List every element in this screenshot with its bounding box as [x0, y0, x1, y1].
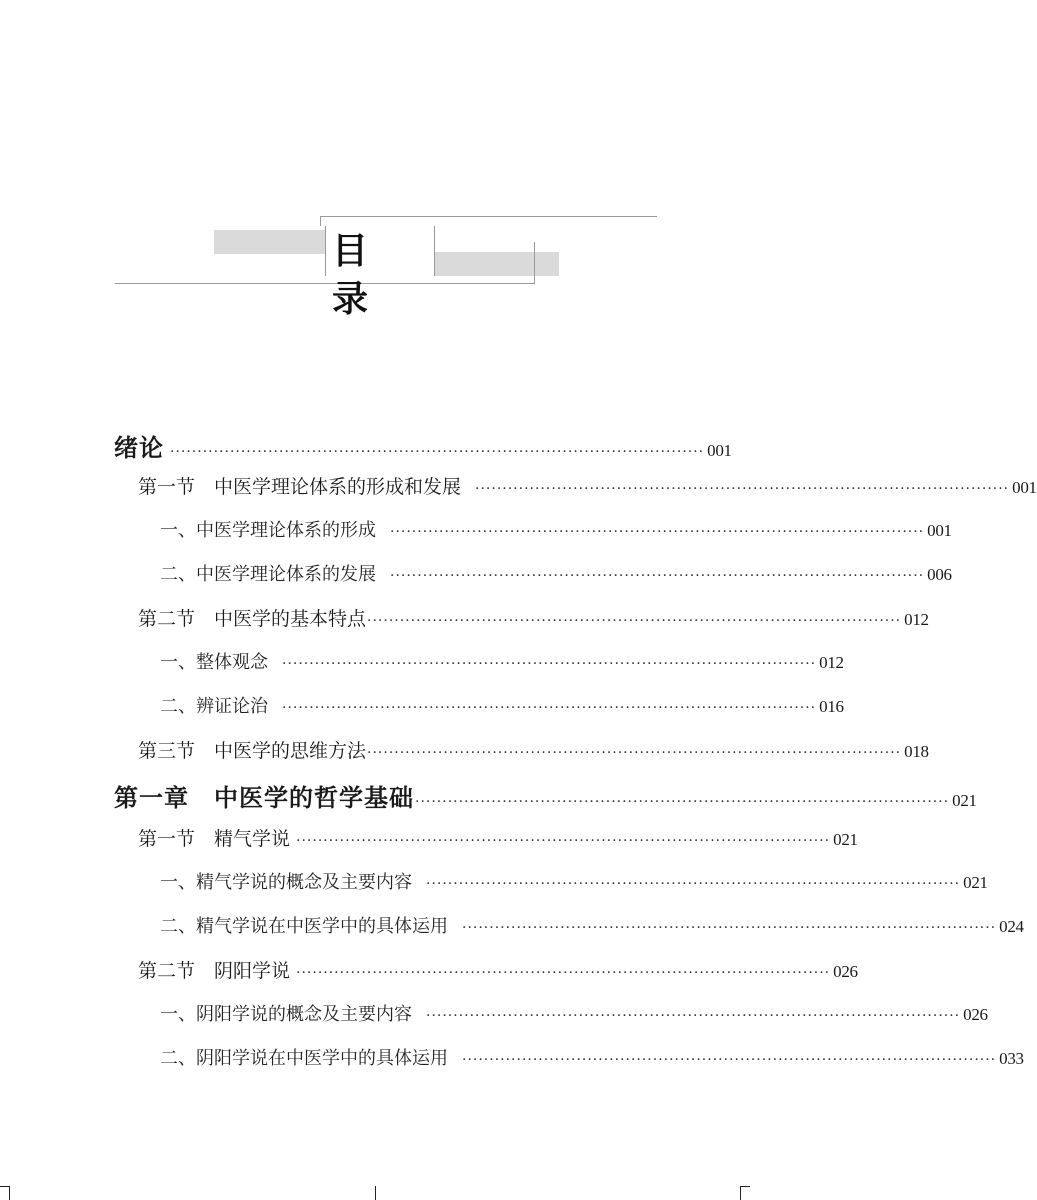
toc-entry[interactable] [160, 868, 988, 894]
toc-entry-label: 第一节 中医学理论体系的形成和发展 [138, 476, 462, 498]
dot-leader: ·································································································· [390, 568, 925, 584]
toc-entry-label: 二、中医学理论体系的发展 [160, 564, 376, 585]
crop-mark-center [375, 1186, 376, 1200]
dot-leader: ·································································································· [426, 1008, 961, 1024]
dot-leader: ·································································································· [415, 794, 950, 810]
toc-entry[interactable] [160, 692, 844, 718]
toc-entry[interactable] [160, 560, 952, 586]
toc-page-number: 018 [904, 742, 929, 761]
toc-page-number: 021 [952, 791, 977, 810]
toc-entry[interactable] [160, 912, 1024, 938]
toc-entry[interactable] [138, 736, 929, 763]
toc-entry-label: 第二节 阴阳学说 [138, 960, 291, 982]
dot-leader: ·································································································· [462, 920, 997, 936]
toc-page-number: 021 [833, 830, 858, 849]
dot-leader: ·································································································· [426, 876, 961, 892]
toc-entry[interactable] [114, 428, 732, 463]
toc-page-number: 001 [707, 441, 732, 460]
crop-mark-right [740, 1186, 750, 1187]
toc-entry[interactable] [160, 1044, 1024, 1070]
toc-entry[interactable] [138, 824, 858, 851]
dot-leader: ·································································································· [282, 656, 817, 672]
toc-entry-label: 第二节 中医学的基本特点 [138, 608, 367, 630]
dot-leader: ·································································································· [390, 524, 925, 540]
toc-page-number: 033 [999, 1049, 1024, 1068]
title-block [0, 0, 750, 320]
dot-leader: ·································································································· [367, 613, 902, 629]
toc-entry-label: 一、整体观念 [160, 652, 268, 673]
dot-leader: ·································································································· [170, 444, 705, 460]
title-shade-left [214, 230, 326, 254]
title-rule-bottom-stem [534, 242, 535, 284]
dot-leader: ·································································································· [296, 965, 831, 981]
title-shade-right [433, 252, 559, 276]
toc-entry-label: 第一节 精气学说 [138, 828, 291, 850]
toc-entry-label: 第一章 中医学的哲学基础 [114, 783, 414, 812]
toc-entry[interactable] [160, 648, 844, 674]
toc-entry-label: 一、精气学说的概念及主要内容 [160, 872, 412, 893]
title-rule-top-stem [320, 216, 321, 226]
toc-page-number: 026 [963, 1005, 988, 1024]
dot-leader: ·································································································· [475, 481, 1010, 497]
dot-leader: ·································································································· [462, 1052, 997, 1068]
toc-entry-label: 二、辨证论治 [160, 696, 268, 717]
dot-leader: ·································································································· [282, 700, 817, 716]
page-title: 目 录 [332, 231, 395, 320]
toc-entry[interactable] [160, 1000, 988, 1026]
toc-entry-label: 第三节 中医学的思维方法 [138, 740, 367, 762]
toc-entry[interactable] [114, 778, 977, 813]
toc-page-number: 021 [963, 873, 988, 892]
toc-entry[interactable] [138, 956, 858, 983]
toc-entry-label: 二、精气学说在中医学中的具体运用 [160, 916, 448, 937]
toc-entry-label: 绪论 [114, 433, 164, 462]
crop-mark-left-vertical [9, 1186, 10, 1200]
toc-entry[interactable] [160, 516, 952, 542]
toc-entry-label: 二、阴阳学说在中医学中的具体运用 [160, 1048, 448, 1069]
toc-entry[interactable] [138, 604, 929, 631]
toc-page-number: 001 [927, 521, 952, 540]
dot-leader: ·································································································· [367, 745, 902, 761]
toc-page-number: 026 [833, 962, 858, 981]
toc-page-number: 012 [819, 653, 844, 672]
toc-page-number: 016 [819, 697, 844, 716]
crop-mark-right-vertical [740, 1186, 741, 1200]
title-rule-top [320, 216, 657, 217]
toc-entry-label: 一、阴阳学说的概念及主要内容 [160, 1004, 412, 1025]
toc-entry-label: 一、中医学理论体系的形成 [160, 520, 376, 541]
toc-page-number: 024 [999, 917, 1024, 936]
toc-page-number: 012 [904, 610, 929, 629]
toc-entry[interactable] [138, 472, 1037, 499]
title-rule-bottom [115, 283, 535, 284]
toc-page-number: 006 [927, 565, 952, 584]
toc-page-number: 001 [1012, 478, 1037, 497]
dot-leader: ·································································································· [296, 833, 831, 849]
